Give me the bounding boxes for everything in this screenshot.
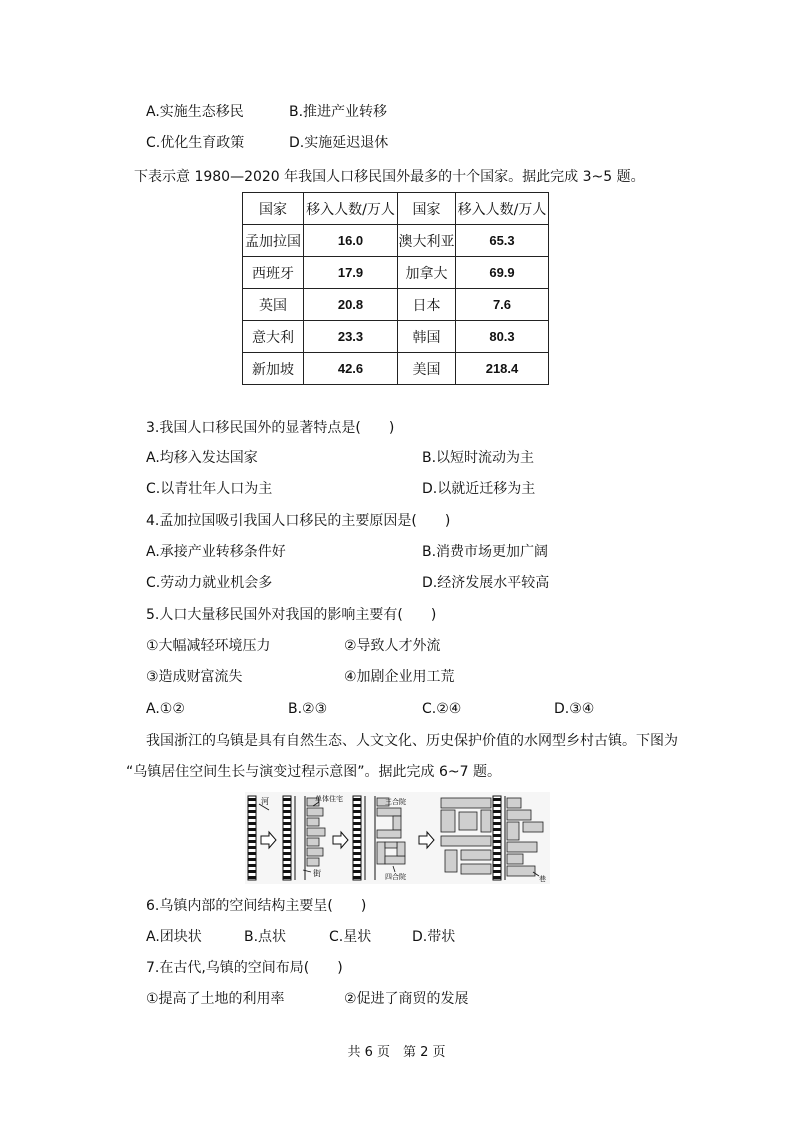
table-cell: 65.3: [456, 225, 549, 257]
q6-option-c: C.星状: [329, 929, 372, 945]
table-cell: 日本: [398, 289, 456, 321]
q2-option-b: B.推进产业转移: [289, 104, 388, 120]
q6-option-d: D.带状: [412, 929, 456, 945]
table-cell: 7.6: [456, 289, 549, 321]
table-cell: 意大利: [243, 321, 304, 353]
intro-3-5: 下表示意 1980—2020 年我国人口移民国外最多的十个国家。据此完成 3~5 题。: [134, 169, 645, 185]
q6-option-b: B.点状: [244, 929, 287, 945]
label-sanheyuan: 三合院: [385, 798, 406, 806]
migration-table: [242, 192, 549, 385]
wuzhen-growth-diagram: [245, 792, 550, 884]
table-cell: 16.0: [304, 225, 398, 257]
table-cell: 42.6: [304, 353, 398, 385]
table-row: [243, 321, 549, 353]
label-river: 河: [261, 797, 269, 806]
q2-option-a: A.实施生态移民: [146, 104, 244, 120]
q4-option-d: D.经济发展水平较高: [422, 575, 550, 591]
q5-option-a: A.①②: [146, 701, 185, 717]
q3-option-d: D.以就近迁移为主: [422, 481, 536, 497]
q4-option-b: B.消费市场更加广阔: [422, 544, 549, 560]
table-cell: 17.9: [304, 257, 398, 289]
table-row: [243, 225, 549, 257]
label-street: 街: [313, 869, 321, 878]
q4-stem: 4.孟加拉国吸引我国人口移民的主要原因是( ): [146, 513, 451, 529]
q5-statement-4: ④加剧企业用工荒: [344, 669, 455, 685]
q3-stem: 3.我国人口移民国外的显著特点是( ): [146, 420, 395, 436]
table-cell: 孟加拉国: [243, 225, 304, 257]
table-cell: 23.3: [304, 321, 398, 353]
page-footer: 共 6 页 第 2 页: [347, 1045, 446, 1060]
table-row: [243, 289, 549, 321]
q7-statement-1: ①提高了土地的利用率: [146, 991, 285, 1007]
table-row: [243, 257, 549, 289]
table-cell: 韩国: [398, 321, 456, 353]
table-cell: 新加坡: [243, 353, 304, 385]
table-header: 移入人数/万人: [304, 193, 398, 225]
label-lane: 巷: [539, 875, 546, 883]
q3-option-a: A.均移入发达国家: [146, 450, 258, 466]
q4-option-a: A.承接产业转移条件好: [146, 544, 286, 560]
table-header: 国家: [243, 193, 304, 225]
table-cell: 西班牙: [243, 257, 304, 289]
q6-stem: 6.乌镇内部的空间结构主要呈( ): [146, 898, 367, 914]
table-cell: 218.4: [456, 353, 549, 385]
intro-6-7-line2: “乌镇居住空间生长与演变过程示意图”。据此完成 6~7 题。: [126, 764, 501, 780]
table-header-row: [243, 193, 549, 225]
q3-option-b: B.以短时流动为主: [422, 450, 535, 466]
q5-stem: 5.人口大量移民国外对我国的影响主要有( ): [146, 607, 437, 623]
q5-statement-3: ③造成财富流失: [146, 669, 243, 685]
label-siheyuan: 四合院: [385, 873, 406, 881]
q5-option-d: D.③④: [554, 701, 595, 717]
q5-option-b: B.②③: [288, 701, 328, 717]
q2-option-c: C.优化生育政策: [146, 135, 245, 151]
q5-statement-1: ①大幅减轻环境压力: [146, 638, 271, 654]
table-cell: 澳大利亚: [398, 225, 456, 257]
q6-option-a: A.团块状: [146, 929, 202, 945]
q3-option-c: C.以青壮年人口为主: [146, 481, 273, 497]
q5-statement-2: ②导致人才外流: [344, 638, 441, 654]
q7-statement-2: ②促进了商贸的发展: [344, 991, 469, 1007]
q4-option-c: C.劳动力就业机会多: [146, 575, 273, 591]
table-cell: 20.8: [304, 289, 398, 321]
table-cell: 英国: [243, 289, 304, 321]
table-cell: 美国: [398, 353, 456, 385]
table-cell: 69.9: [456, 257, 549, 289]
q7-stem: 7.在古代,乌镇的空间布局( ): [146, 960, 343, 976]
table-header: 移入人数/万人: [456, 193, 549, 225]
table-cell: 加拿大: [398, 257, 456, 289]
label-single-house: 单体住宅: [315, 795, 343, 803]
q5-option-c: C.②④: [422, 701, 462, 717]
q2-option-d: D.实施延迟退休: [289, 135, 389, 151]
table-header: 国家: [398, 193, 456, 225]
table-cell: 80.3: [456, 321, 549, 353]
table-row: [243, 353, 549, 385]
intro-6-7-line1: 我国浙江的乌镇是具有自然生态、人文文化、历史保护价值的水网型乡村古镇。下图为: [146, 733, 678, 749]
